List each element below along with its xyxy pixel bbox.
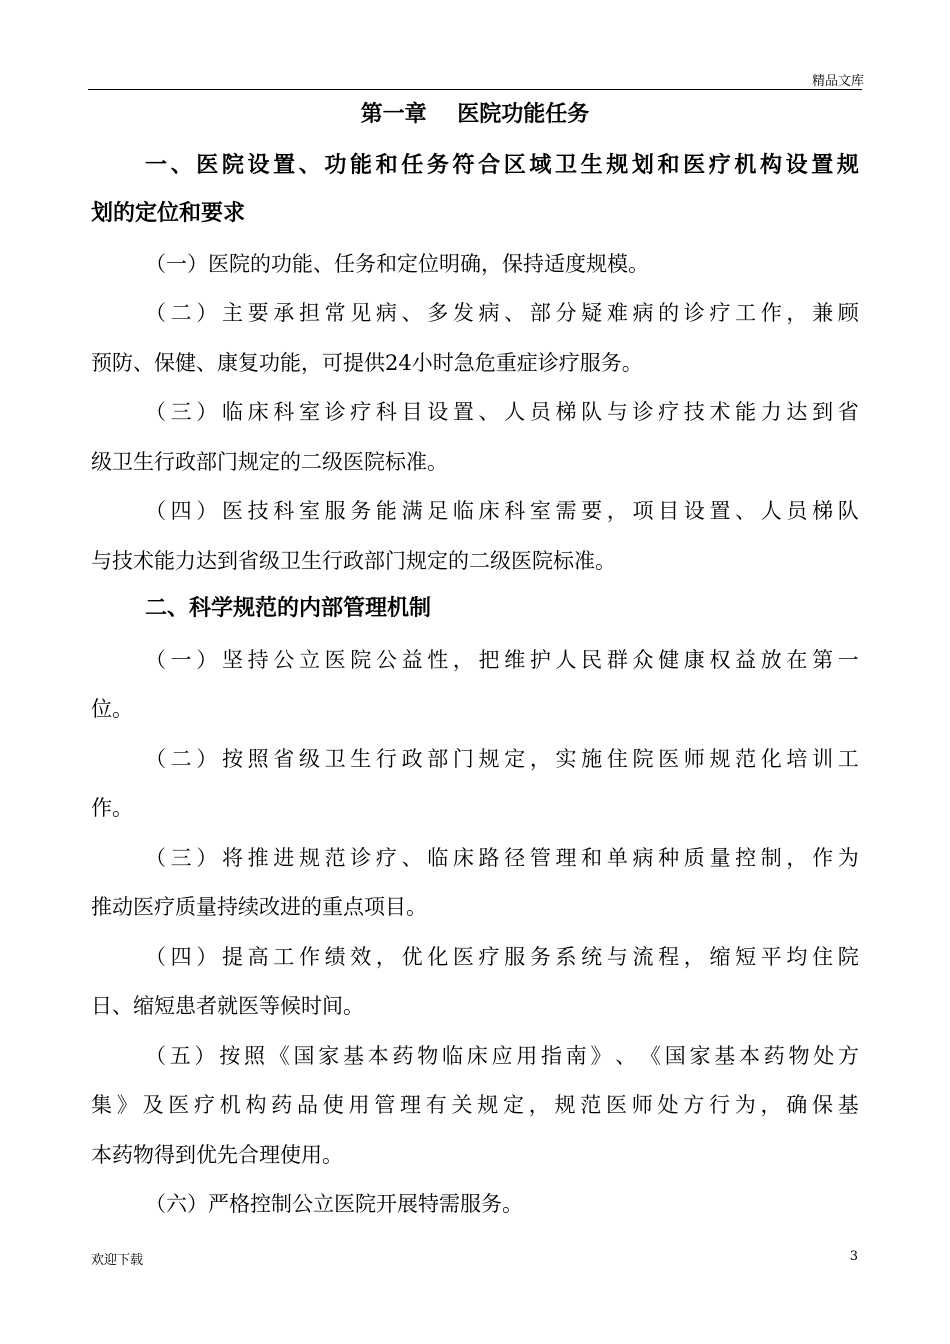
paragraph-1-4: （ 四 ） 医 技 科 室 服 务 能 满 足 临 床 科 室 需 要 ， 项 目 设 置 、 人 员 梯 队 bbox=[145, 499, 859, 523]
paragraph-2-5: （ 五 ） 按 照 《 国 家 基 本 药 物 临 床 应 用 指 南 》 、 《 国 家 基 本 药 物 处 方 bbox=[145, 1044, 859, 1068]
section-heading-1: 一 、 医 院 设 置 、 功 能 和 任 务 符 合 区 域 卫 生 规 划 和 医 疗 机 构 设 置 规 bbox=[145, 153, 859, 178]
paragraph-2-2: （ 二 ） 按 照 省 级 卫 生 行 政 部 门 规 定 ， 实 施 住 院 医 师 规 范 化 培 训 工 bbox=[145, 747, 859, 771]
paragraph-2-3-continued: 推动医疗质量持续改进的重点项目。 bbox=[91, 895, 427, 919]
header-label: 精品文库 bbox=[811, 74, 864, 89]
section-heading-1-continued: 划的定位和要求 bbox=[91, 201, 246, 226]
paragraph-2-4: （ 四 ） 提 高 工 作 绩 效 ， 优 化 医 疗 服 务 系 统 与 流 程 ， 缩 短 平 均 住 院 bbox=[145, 945, 859, 969]
paragraph-2-2-continued: 作。 bbox=[91, 796, 133, 820]
paragraph-2-3: （ 三 ） 将 推 进 规 范 诊 疗 、 临 床 路 径 管 理 和 单 病 种 质 量 控 制 ， 作 为 bbox=[145, 846, 859, 870]
paragraph-1-2: （ 二 ） 主 要 承 担 常 见 病 、 多 发 病 、 部 分 疑 难 病 的 诊 疗 工 作 ， 兼 顾 bbox=[145, 301, 859, 325]
paragraph-2-4-continued: 日、缩短患者就医等候时间。 bbox=[91, 994, 364, 1018]
chapter-title: 第一章 医院功能任务 bbox=[360, 102, 590, 127]
paragraph-1-4-continued: 与技术能力达到省级卫生行政部门规定的二级医院标准。 bbox=[91, 549, 616, 573]
paragraph-1-3-continued: 级卫生行政部门规定的二级医院标准。 bbox=[91, 450, 448, 474]
paragraph-2-1-continued: 位。 bbox=[91, 697, 133, 721]
paragraph-2-1: （ 一 ） 坚 持 公 立 医 院 公 益 性 ， 把 维 护 人 民 群 众 健 康 权 益 放 在 第 一 bbox=[145, 648, 859, 672]
paragraph-1-3: （ 三 ） 临 床 科 室 诊 疗 科 目 设 置 、 人 员 梯 队 与 诊 疗 技 术 能 力 达 到 省 bbox=[145, 400, 859, 424]
paragraph-2-5-end: 本药物得到优先合理使用。 bbox=[91, 1143, 343, 1167]
paragraph-2-5-continued: 集 》 及 医 疗 机 构 药 品 使 用 管 理 有 关 规 定 ， 规 范 医 师 处 方 行 为 ， 确 保 基 bbox=[91, 1093, 859, 1117]
paragraph-1-1: （一）医院的功能、任务和定位明确，保持适度规模。 bbox=[145, 252, 649, 276]
header-rule bbox=[88, 89, 862, 90]
paragraph-2-6: （六）严格控制公立医院开展特需服务。 bbox=[145, 1192, 523, 1216]
page-number: 3 bbox=[849, 1249, 858, 1264]
footer-text: 欢迎下载 bbox=[91, 1253, 144, 1268]
paragraph-1-2-continued: 预防、保健、康复功能，可提供24小时急危重症诊疗服务。 bbox=[91, 351, 643, 375]
section-heading-2: 二、科学规范的内部管理机制 bbox=[145, 596, 432, 621]
